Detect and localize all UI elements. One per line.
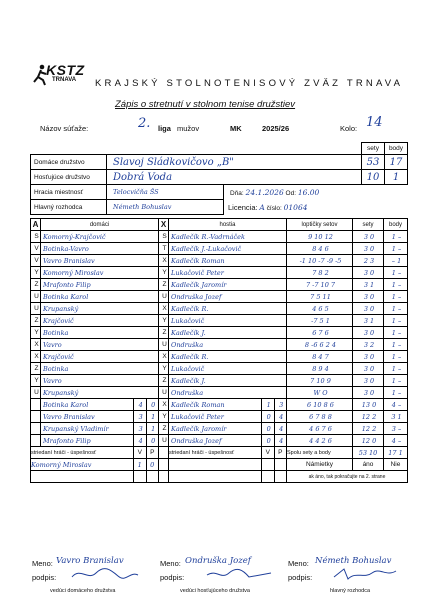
page-subtitle: Zápis o stretnutí v stolnom tenise družstiev xyxy=(115,99,296,110)
home-losses: 1 xyxy=(146,411,159,423)
home-player: Botinka Karol xyxy=(41,291,159,303)
home-summary-player: Botinka Karol xyxy=(41,399,134,411)
away-slot: Z xyxy=(159,279,169,291)
away-summary-slot: U xyxy=(159,435,169,447)
away-slot: Z xyxy=(159,375,169,387)
round-label: Kolo: xyxy=(340,124,358,133)
referee-value: Németh Bohuslav xyxy=(107,200,224,215)
set-scores: W O xyxy=(287,387,353,399)
home-player: Vavro xyxy=(41,339,159,351)
away-slot: Y xyxy=(159,315,169,327)
summary-sets: 13 0 xyxy=(353,399,384,411)
summary-sets: 12 0 xyxy=(353,435,384,447)
match-row xyxy=(31,351,408,363)
substitutes-row-2 xyxy=(31,471,408,483)
match-sets: 3 0 xyxy=(353,375,384,387)
away-player: Kadlečík R. xyxy=(169,303,287,315)
date-value: 24.1.2026 xyxy=(245,187,284,197)
away-slot: U xyxy=(159,339,169,351)
set-scores: 7 5 11 xyxy=(287,291,353,303)
home-player: Botinka-Vavro xyxy=(41,243,159,255)
sety-header: sety xyxy=(362,143,385,155)
sub-away-losses xyxy=(274,459,287,471)
teams-table xyxy=(30,142,408,215)
referee-signature xyxy=(330,567,400,581)
set-scores: 4 6 5 xyxy=(287,303,353,315)
season: 2025/26 xyxy=(262,124,290,133)
home-player: Krupanský xyxy=(41,387,159,399)
away-summary-player: Lukačovič Peter xyxy=(169,411,262,423)
signature-section xyxy=(30,556,408,596)
set-scores: -1 10 -7 -9 -5 xyxy=(287,255,353,267)
match-sets: 3 0 xyxy=(353,291,384,303)
sub-home-losses: 0 xyxy=(146,459,159,471)
away-signature xyxy=(205,567,275,581)
col-sets-header: loptičky setov xyxy=(287,219,353,231)
match-points: 1 – xyxy=(384,267,408,279)
away-summary-slot: X xyxy=(159,399,169,411)
empty-cell xyxy=(31,471,134,483)
set-scores: -7 5 1 xyxy=(287,315,353,327)
home-slot: Z xyxy=(31,279,41,291)
home-slot: Y xyxy=(31,375,41,387)
home-points: 17 xyxy=(385,155,408,170)
away-slot: Y xyxy=(159,267,169,279)
away-wins: 0 xyxy=(262,423,275,435)
home-player: Krajčovič xyxy=(41,351,159,363)
match-points: 1 – xyxy=(384,231,408,243)
match-row xyxy=(31,255,408,267)
home-losses: 1 xyxy=(146,423,159,435)
total-points: 17 1 xyxy=(384,447,408,459)
match-sets: 3 1 xyxy=(353,315,384,327)
empty-cell xyxy=(159,471,169,483)
set-scores: 7 -7 10 7 xyxy=(287,279,353,291)
home-team-label: Domáce družstvo xyxy=(31,155,107,170)
away-player: Ondruška xyxy=(169,339,287,351)
away-summary-slot: Z xyxy=(159,423,169,435)
col-home-header: domáci xyxy=(41,219,159,231)
away-player: Kadlečík Roman xyxy=(169,255,287,267)
home-player: Mrafonto Filip xyxy=(41,279,159,291)
set-scores: 8 9 4 xyxy=(287,363,353,375)
away-player: Kadlečík J.-Lukačovič xyxy=(169,243,287,255)
home-summary-slot xyxy=(31,435,41,447)
sub-v-header: V xyxy=(134,447,147,459)
time-value: 16.00 xyxy=(297,187,320,197)
referee-label: Hlavný rozhodca xyxy=(31,200,107,215)
player-summary-row xyxy=(31,435,408,447)
kstz-logo xyxy=(32,62,94,92)
liga-label: liga xyxy=(158,124,171,133)
home-summary-player: Mrafonto Filip xyxy=(41,435,134,447)
away-team-label: Hosťujúce družstvo xyxy=(31,170,107,185)
logo-text: KSTZ xyxy=(46,62,85,78)
referee-name: Németh Bohuslav xyxy=(315,556,392,566)
home-slot: U xyxy=(31,303,41,315)
number-label: číslo: xyxy=(266,204,282,212)
home-losses: 0 xyxy=(146,399,159,411)
set-scores: 8 -6 6 2 4 xyxy=(287,339,353,351)
venue-label: Hracia miestnosť xyxy=(31,185,107,200)
summary-scores: 4 6 7 6 xyxy=(287,423,353,435)
match-row xyxy=(31,267,408,279)
home-sets: 53 xyxy=(362,155,385,170)
match-row xyxy=(31,231,408,243)
empty-cell xyxy=(169,471,262,483)
match-row xyxy=(31,387,408,399)
objections-yes: áno xyxy=(353,459,384,471)
player-summary-row xyxy=(31,411,408,423)
match-row xyxy=(31,279,408,291)
match-row xyxy=(31,375,408,387)
away-name-label: Meno: xyxy=(160,559,181,568)
sub-away-slot2 xyxy=(159,459,169,471)
home-summary-player: Vavro Branislav xyxy=(41,411,134,423)
match-sets: 3 0 xyxy=(353,327,384,339)
set-scores: 8 4 7 xyxy=(287,351,353,363)
home-slot: Y xyxy=(31,327,41,339)
match-sets: 3 0 xyxy=(353,231,384,243)
match-points: 1 – xyxy=(384,303,408,315)
results-table xyxy=(30,218,408,483)
sub-away-label: striedaní hráči - úspešnosť xyxy=(169,447,262,459)
home-wins: 4 xyxy=(134,399,147,411)
substitutes-row xyxy=(31,459,408,471)
sub-away-player xyxy=(169,459,262,471)
objections-note: ak áno, tak pokračujte na 2. strane xyxy=(287,471,408,483)
page-title: KRAJSKÝ STOLNOTENISOVÝ ZVÄZ TRNAVA xyxy=(95,78,404,89)
away-summary-player: Kadlečík Jaromír xyxy=(169,423,262,435)
competition-value: 2. xyxy=(138,116,151,131)
match-sets: 3 1 xyxy=(353,279,384,291)
away-player: Lukačovič xyxy=(169,315,287,327)
col-body-header: body xyxy=(384,219,408,231)
set-scores: 9 10 12 xyxy=(287,231,353,243)
match-row xyxy=(31,243,408,255)
license-value: A xyxy=(259,202,265,212)
away-wins: 0 xyxy=(262,411,275,423)
home-slot: X xyxy=(31,351,41,363)
referee-role: hlavný rozhodca xyxy=(330,588,371,594)
away-slot: Z xyxy=(159,327,169,339)
match-row xyxy=(31,291,408,303)
player-summary-row xyxy=(31,423,408,435)
sub-home-wins: 1 xyxy=(134,459,147,471)
sub-home-label: striedaní hráči - úspešnosť xyxy=(31,447,134,459)
match-points: 1 – xyxy=(384,279,408,291)
date-label: Dňa: xyxy=(230,189,244,197)
set-scores: 7 8 2 xyxy=(287,267,353,279)
away-slot: X xyxy=(159,351,169,363)
player-summary-row xyxy=(31,399,408,411)
away-team-value: Dobrá Voda xyxy=(107,170,362,185)
ref-sign-label: podpis: xyxy=(288,573,313,582)
match-points: 1 – xyxy=(384,243,408,255)
summary-scores: 4 4 2 6 xyxy=(287,435,353,447)
home-player: Komorný Miroslav xyxy=(41,267,159,279)
home-slot: U xyxy=(31,291,41,303)
license-label: Licencia: xyxy=(228,202,258,212)
home-summary-player: Krupanský Vladimír xyxy=(41,423,134,435)
match-points: 1 – xyxy=(384,363,408,375)
match-points: – 1 xyxy=(384,255,408,267)
home-player: Botinka xyxy=(41,327,159,339)
away-leader-name: Ondruška Jozef xyxy=(185,556,251,566)
number-value: 01064 xyxy=(283,202,308,212)
match-sets: 2 3 xyxy=(353,255,384,267)
match-sets: 3 2 xyxy=(353,339,384,351)
total-sets: 53 10 xyxy=(353,447,384,459)
home-player: Botinka xyxy=(41,363,159,375)
home-slot: Z xyxy=(31,363,41,375)
away-player: Lukačovič Peter xyxy=(169,267,287,279)
away-slot: S xyxy=(159,231,169,243)
summary-points: 4 – xyxy=(384,435,408,447)
sub-away-slot xyxy=(159,447,169,459)
home-slot: Y xyxy=(31,267,41,279)
empty-cell xyxy=(134,471,147,483)
sum-label: Spolu sety a body xyxy=(287,447,353,459)
set-scores: 7 10 9 xyxy=(287,375,353,387)
away-slot: X xyxy=(159,303,169,315)
home-player: Krajčovič xyxy=(41,315,159,327)
match-row xyxy=(31,327,408,339)
home-summary-slot xyxy=(31,411,41,423)
summary-scores: 6 7 8 8 xyxy=(287,411,353,423)
match-row xyxy=(31,315,408,327)
match-sets: 3 0 xyxy=(353,351,384,363)
sub-away-v-header: V xyxy=(262,447,275,459)
round-value: 14 xyxy=(366,115,383,130)
away-summary-player: Ondruška Jozef xyxy=(169,435,262,447)
home-player: Krupanský xyxy=(41,303,159,315)
match-points: 1 – xyxy=(384,327,408,339)
home-signature xyxy=(70,567,140,581)
home-team-value: Slavoj Sládkovičovo „B" xyxy=(107,155,362,170)
away-summary-player: Kadlečík Roman xyxy=(169,399,262,411)
home-summary-slot xyxy=(31,399,41,411)
match-points: 1 – xyxy=(384,351,408,363)
match-sets: 3 0 xyxy=(353,387,384,399)
match-points: 1 – xyxy=(384,339,408,351)
away-summary-slot: Y xyxy=(159,411,169,423)
away-slot: Y xyxy=(159,363,169,375)
col-a-header: A xyxy=(31,219,41,231)
summary-scores: 6 10 8 6 xyxy=(287,399,353,411)
away-slot: U xyxy=(159,387,169,399)
match-row xyxy=(31,339,408,351)
home-wins: 3 xyxy=(134,411,147,423)
muzov-label: mužov xyxy=(177,124,200,133)
home-slot: X xyxy=(31,339,41,351)
col-away-header: hostia xyxy=(169,219,287,231)
col-x-header: X xyxy=(159,219,169,231)
away-slot: X xyxy=(159,255,169,267)
away-role: vedúci hosťujúceho družstva xyxy=(180,588,250,594)
match-sets: 3 0 xyxy=(353,243,384,255)
summary-points: 3 – xyxy=(384,423,408,435)
away-slot: T xyxy=(159,243,169,255)
body-header: body xyxy=(385,143,408,155)
col-sety-header: sety xyxy=(353,219,384,231)
match-sets: 3 0 xyxy=(353,303,384,315)
away-player: Lukačovič xyxy=(169,363,287,375)
home-summary-slot xyxy=(31,423,41,435)
empty-cell xyxy=(262,471,275,483)
home-player: Vavro Branislav xyxy=(41,255,159,267)
set-scores: 6 7 6 xyxy=(287,327,353,339)
away-player: Kadlečík R.-Vadrnáček xyxy=(169,231,287,243)
away-player: Kadlečík R. xyxy=(169,351,287,363)
objections-no: Nie xyxy=(384,459,408,471)
home-name-label: Meno: xyxy=(32,559,53,568)
home-leader-name: Vavro Branislav xyxy=(56,556,124,566)
home-wins: 3 xyxy=(134,423,147,435)
summary-points: 4 – xyxy=(384,399,408,411)
mk-label: MK xyxy=(230,124,242,133)
summary-points: 3 1 xyxy=(384,411,408,423)
away-slot: U xyxy=(159,291,169,303)
match-sets: 3 0 xyxy=(353,267,384,279)
match-points: 1 – xyxy=(384,315,408,327)
logo-subtext: TRNAVA xyxy=(52,77,77,83)
home-role: vedúci domáceho družstva xyxy=(50,588,116,594)
away-wins: 0 xyxy=(262,435,275,447)
sub-home-player: Komorný Miroslav xyxy=(31,459,134,471)
away-wins: 1 xyxy=(262,399,275,411)
summary-sets: 12 2 xyxy=(353,411,384,423)
match-sets: 3 0 xyxy=(353,363,384,375)
sub-away-wins xyxy=(262,459,275,471)
away-player: Ondruška Jozef xyxy=(169,291,287,303)
home-slot: V xyxy=(31,243,41,255)
time-label: Od: xyxy=(285,189,297,197)
away-points: 1 xyxy=(385,170,408,185)
away-losses: 3 xyxy=(274,399,287,411)
home-player: Vavro xyxy=(41,375,159,387)
match-row xyxy=(31,363,408,375)
match-row xyxy=(31,303,408,315)
away-losses: 4 xyxy=(274,423,287,435)
set-scores: 8 4 6 xyxy=(287,243,353,255)
home-sign-label: podpis: xyxy=(32,573,57,582)
away-sign-label: podpis: xyxy=(160,573,185,582)
home-slot: V xyxy=(31,255,41,267)
away-sets: 10 xyxy=(362,170,385,185)
home-player: Komorný-Krajčovič xyxy=(41,231,159,243)
away-losses: 4 xyxy=(274,435,287,447)
away-losses: 4 xyxy=(274,411,287,423)
sub-away-p-header: P xyxy=(274,447,287,459)
empty-cell xyxy=(146,471,159,483)
sub-p-header: P xyxy=(146,447,159,459)
summary-sets: 12 2 xyxy=(353,423,384,435)
match-points: 1 – xyxy=(384,291,408,303)
match-points: 1 – xyxy=(384,375,408,387)
match-points: 1 – xyxy=(384,387,408,399)
away-player: Ondruška xyxy=(169,387,287,399)
home-losses: 0 xyxy=(146,435,159,447)
home-slot: S xyxy=(31,231,41,243)
home-slot: U xyxy=(31,387,41,399)
away-player: Kadlečík J. xyxy=(169,375,287,387)
venue-value: Telocvičňa ŠS xyxy=(107,185,224,200)
home-wins: 4 xyxy=(134,435,147,447)
competition-label: Názov súťaže: xyxy=(40,124,89,133)
away-player: Kadlečík Jaromír xyxy=(169,279,287,291)
away-player: Kadlečík J. xyxy=(169,327,287,339)
objections-label: Námietky xyxy=(287,459,353,471)
ref-name-label: Meno: xyxy=(288,559,309,568)
substitutes-header-row xyxy=(31,447,408,459)
empty-cell xyxy=(274,471,287,483)
home-slot: Z xyxy=(31,315,41,327)
